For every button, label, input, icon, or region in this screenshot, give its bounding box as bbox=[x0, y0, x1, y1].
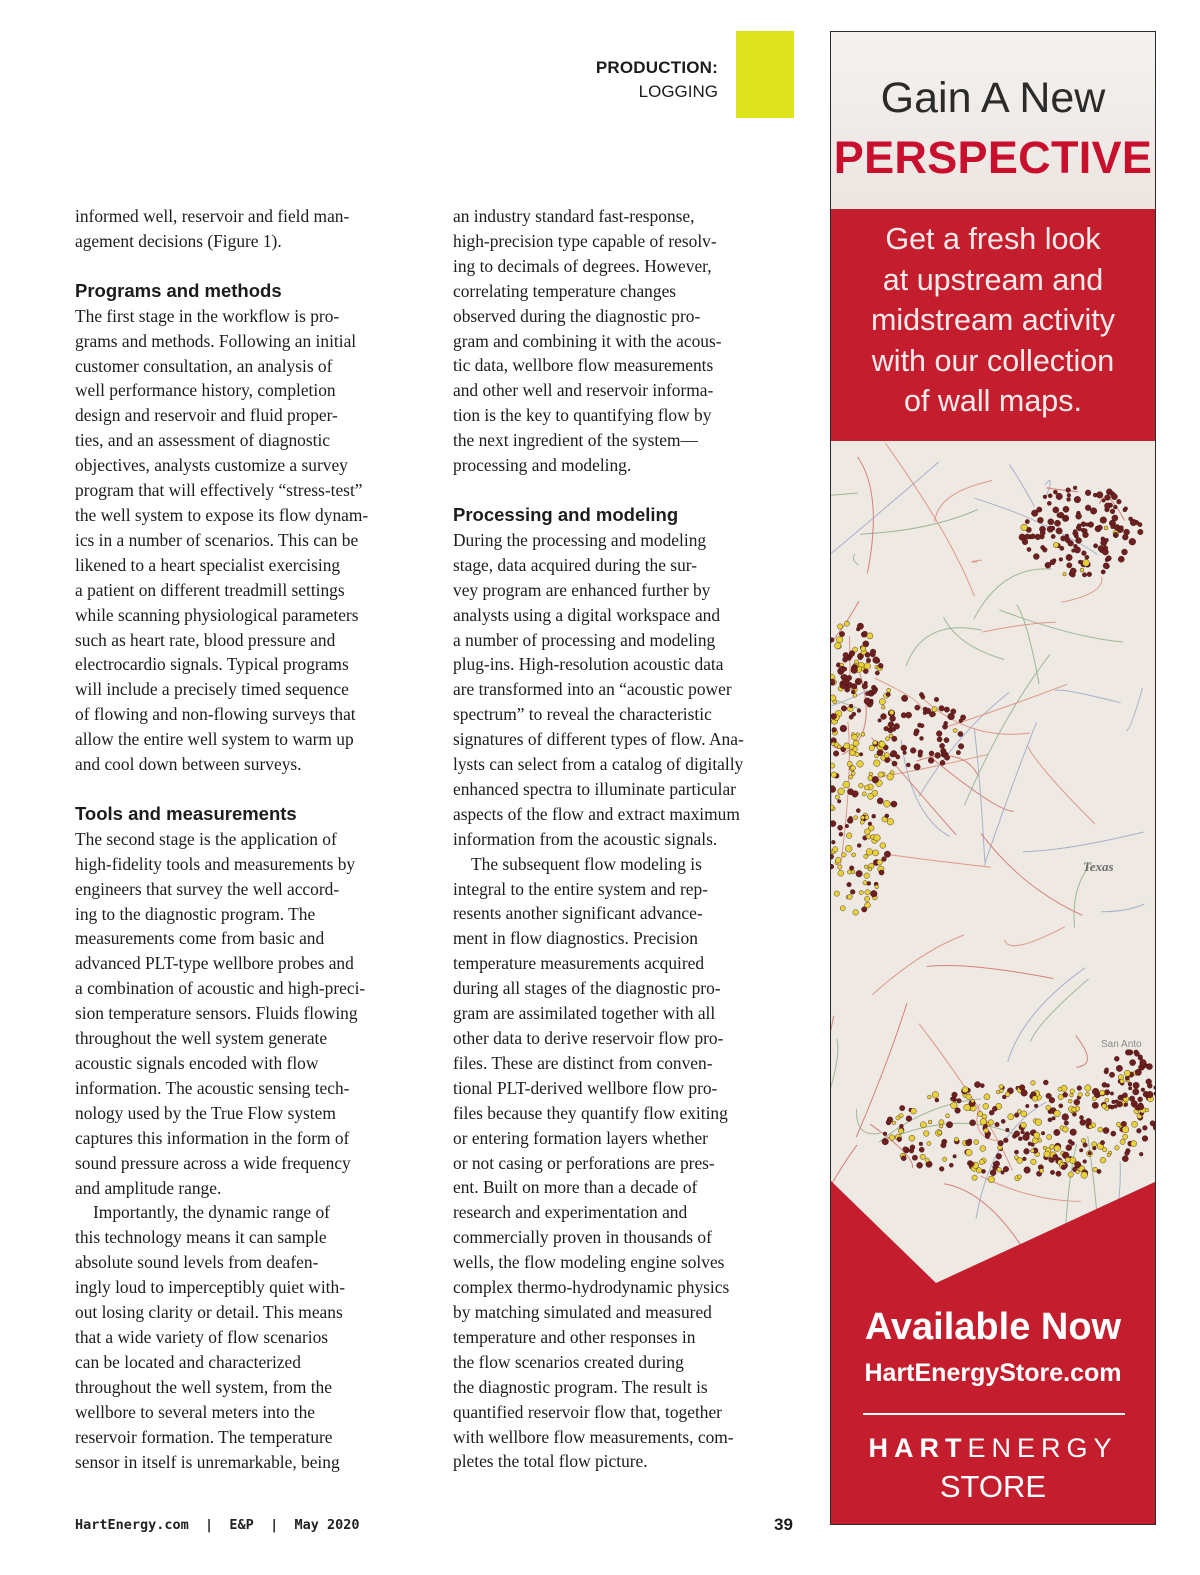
paragraph-line: tional PLT-derived wellbore flow pro- bbox=[453, 1077, 718, 1098]
paragraph-line: complex thermo-hydrodynamic physics bbox=[453, 1277, 730, 1298]
paragraph-line: design and reservoir and fluid proper- bbox=[75, 405, 338, 426]
paragraph-line: stage, data acquired during the sur- bbox=[453, 554, 697, 575]
ad-body-line: Get a fresh look bbox=[885, 222, 1101, 256]
paragraph-line: allow the entire well system to warm up bbox=[75, 729, 354, 750]
paragraph-line: tic data, wellbore flow measurements bbox=[453, 355, 714, 376]
paragraph-line: During the processing and modeling bbox=[453, 529, 707, 550]
ad-headline: Gain A New bbox=[880, 74, 1106, 122]
paragraph-line: captures this information in the form of bbox=[75, 1127, 350, 1148]
paragraph-line: resents another significant advance- bbox=[453, 903, 703, 924]
paragraph-line: Importantly, the dynamic range of bbox=[93, 1202, 330, 1223]
map-label-state: Texas bbox=[1083, 859, 1114, 874]
paragraph-line: this technology means it can sample bbox=[75, 1227, 327, 1248]
article-column-left bbox=[75, 204, 420, 1474]
paragraph-line: a patient on different treadmill settings bbox=[75, 579, 345, 600]
ad-divider bbox=[863, 1413, 1125, 1415]
paragraph-line: enhanced spectra to illuminate particular bbox=[453, 778, 736, 799]
paragraph-line: and cool down between surveys. bbox=[75, 754, 302, 775]
ad-body-line: with our collection bbox=[871, 343, 1115, 378]
paragraph-line: wellbore to several meters into the bbox=[75, 1401, 316, 1422]
paragraph-line: ment in flow diagnostics. Precision bbox=[453, 928, 698, 949]
paragraph-line: lysts can select from a catalog of digitally bbox=[453, 754, 744, 775]
paragraph-line: gram are assimilated together with all bbox=[453, 1003, 716, 1024]
paragraph-line: information from the acoustic signals. bbox=[453, 828, 718, 849]
paragraph-line: temperature and other responses in bbox=[453, 1326, 696, 1347]
paragraph-line: the well system to expose its flow dynam- bbox=[75, 504, 369, 525]
paragraph-line: with wellbore flow measurements, com- bbox=[453, 1426, 734, 1447]
paragraph-line: tion is the key to quantifying flow by bbox=[453, 405, 712, 426]
paragraph-line: measurements come from basic and bbox=[75, 928, 325, 949]
map-label-city: San Anto bbox=[1101, 1039, 1142, 1050]
paragraph-line: ingly loud to imperceptibly quiet with- bbox=[75, 1277, 345, 1298]
paragraph-line: files because they quantify flow exiting bbox=[453, 1102, 728, 1123]
paragraph-line: well performance history, completion bbox=[75, 380, 336, 401]
paragraph-line: other data to derive reservoir flow pro- bbox=[453, 1028, 724, 1048]
section-category: PRODUCTION: bbox=[595, 58, 718, 77]
paragraph-line: a combination of acoustic and high-preci- bbox=[75, 978, 366, 999]
paragraph-line: objectives, analysts customize a survey bbox=[75, 455, 348, 476]
paragraph-line: quantified reservoir flow that, together bbox=[453, 1401, 722, 1422]
paragraph-line: electrocardio signals. Typical programs bbox=[75, 654, 349, 675]
paragraph-line: high-fidelity tools and measurements by bbox=[75, 853, 356, 874]
paragraph-line: a number of processing and modeling bbox=[453, 629, 716, 650]
ad-brand-store: STORE bbox=[939, 1469, 1047, 1504]
paragraph-line: will include a precisely timed sequence bbox=[75, 679, 349, 700]
ad-body-line: at upstream and bbox=[882, 262, 1104, 297]
paragraph-line: of flowing and non-flowing surveys that bbox=[75, 704, 356, 725]
paragraph-line: analysts using a digital workspace and bbox=[453, 604, 721, 625]
paragraph-line: the next ingredient of the system— bbox=[453, 430, 698, 451]
paragraph-line: sion temperature sensors. Fluids flowing bbox=[75, 1003, 358, 1024]
paragraph-line: aspects of the flow and extract maximum bbox=[453, 803, 740, 824]
paragraph-line: ics in a number of scenarios. This can be bbox=[75, 529, 359, 550]
section-heading: Programs and methods bbox=[75, 279, 282, 301]
paragraph-line: advanced PLT-type wellbore probes and bbox=[75, 953, 354, 974]
paragraph-line: by matching simulated and measured bbox=[453, 1301, 712, 1322]
paragraph-line: or entering formation layers whether bbox=[453, 1127, 708, 1148]
paragraph-line: throughout the well system generate bbox=[75, 1028, 328, 1049]
paragraph-line: the flow scenarios created during bbox=[453, 1351, 684, 1372]
ad-body-line: midstream activity bbox=[870, 303, 1116, 337]
paragraph-line: signatures of different types of flow. Ana- bbox=[453, 729, 744, 750]
paragraph-line: an industry standard fast-response, bbox=[453, 206, 695, 226]
paragraph-line: or not casing or perforations are pres- bbox=[453, 1152, 715, 1173]
paragraph-line: vey program are enhanced further by bbox=[453, 579, 711, 600]
advertisement[interactable] bbox=[830, 31, 1156, 1525]
paragraph-line: ing to the diagnostic program. The bbox=[75, 903, 316, 924]
paragraph-line: while scanning physiological parameters bbox=[75, 604, 359, 625]
paragraph-line: informed well, reservoir and field man- bbox=[75, 206, 350, 226]
paragraph-line: gram and combining it with the acous- bbox=[453, 330, 722, 351]
paragraph-line: such as heart rate, blood pressure and bbox=[75, 629, 336, 650]
paragraph-line: processing and modeling. bbox=[453, 455, 632, 476]
paragraph-line: out losing clarity or detail. This means bbox=[75, 1302, 343, 1323]
paragraph-line: research and experimentation and bbox=[453, 1202, 688, 1223]
section-heading: Processing and modeling bbox=[453, 503, 679, 525]
paragraph-line: engineers that survey the well accord- bbox=[75, 878, 340, 899]
paragraph-line: spectrum” to reveal the characteristic bbox=[453, 704, 712, 725]
paragraph-line: plug-ins. High-resolution acoustic data bbox=[453, 654, 724, 675]
paragraph-line: sound pressure across a wide frequency bbox=[75, 1152, 351, 1173]
paragraph-line: wells, the flow modeling engine solves bbox=[453, 1252, 725, 1273]
paragraph-line: during all stages of the diagnostic pro- bbox=[453, 978, 721, 999]
ad-brand-logo bbox=[831, 1433, 1155, 1464]
paragraph-line: the diagnostic program. The result is bbox=[453, 1376, 708, 1397]
section-label bbox=[596, 56, 718, 104]
paragraph-line: The second stage is the application of bbox=[75, 828, 337, 849]
paragraph-line: files. These are distinct from conven- bbox=[453, 1052, 713, 1073]
paragraph-line: reservoir formation. The temperature bbox=[75, 1426, 333, 1447]
paragraph-line: integral to the entire system and rep- bbox=[453, 878, 708, 899]
paragraph-line: observed during the diagnostic pro- bbox=[453, 305, 701, 326]
paragraph-line: are transformed into an “acoustic power bbox=[453, 679, 732, 700]
paragraph-line: ent. Built on more than a decade of bbox=[453, 1177, 698, 1198]
paragraph-line: agement decisions (Figure 1). bbox=[75, 230, 282, 251]
page-number: 39 bbox=[774, 1515, 793, 1534]
paragraph-line: correlating temperature changes bbox=[453, 280, 677, 301]
paragraph-line: absolute sound levels from deafen- bbox=[75, 1252, 319, 1273]
paragraph-line: information. The acoustic sensing tech- bbox=[75, 1077, 350, 1098]
paragraph-line: pletes the total flow picture. bbox=[453, 1451, 648, 1472]
paragraph-line: grams and methods. Following an initial bbox=[75, 330, 357, 351]
section-color-tab bbox=[736, 31, 794, 118]
article-column-right bbox=[453, 204, 798, 1474]
section-subcategory: LOGGING bbox=[638, 82, 718, 101]
paragraph-line: and other well and reservoir informa- bbox=[453, 380, 714, 401]
ad-brand-light: ENERGY bbox=[967, 1433, 1118, 1463]
paragraph-line: throughout the well system, from the bbox=[75, 1376, 332, 1397]
paragraph-line: that a wide variety of flow scenarios bbox=[75, 1326, 329, 1347]
section-heading: Tools and measurements bbox=[75, 802, 297, 824]
paragraph-line: program that will effectively “stress-test” bbox=[75, 480, 363, 501]
paragraph-line: temperature measurements acquired bbox=[453, 953, 705, 974]
paragraph-line: acoustic signals encoded with flow bbox=[75, 1053, 319, 1073]
paragraph-line: nology used by the True Flow system bbox=[75, 1102, 336, 1123]
paragraph-line: ing to decimals of degrees. However, bbox=[453, 255, 712, 276]
paragraph-line: The first stage in the workflow is pro- bbox=[75, 305, 340, 326]
paragraph-line: sensor in itself is unremarkable, being bbox=[75, 1451, 340, 1472]
footer-credit: HartEnergy.com | E&P | May 2020 bbox=[75, 1517, 360, 1533]
paragraph-line: high-precision type capable of resolv- bbox=[453, 230, 717, 251]
paragraph-line: The subsequent flow modeling is bbox=[471, 853, 702, 874]
paragraph-line: can be located and characterized bbox=[75, 1351, 301, 1372]
ad-store-link[interactable]: HartEnergyStore.com bbox=[864, 1359, 1122, 1387]
ad-headline-emphasis: PERSPECTIVE bbox=[833, 132, 1153, 183]
paragraph-line: commercially proven in thousands of bbox=[453, 1227, 712, 1248]
paragraph-line: likened to a heart specialist exercising bbox=[75, 554, 341, 575]
ad-body-text bbox=[831, 219, 1155, 422]
paragraph-line: and amplitude range. bbox=[75, 1177, 222, 1198]
paragraph-line: customer consultation, an analysis of bbox=[75, 355, 333, 376]
ad-body-line: of wall maps. bbox=[904, 384, 1082, 418]
ad-cta-title: Available Now bbox=[864, 1306, 1122, 1348]
paragraph-line: ties, and an assessment of diagnostic bbox=[75, 430, 331, 451]
ad-brand-bold: HART bbox=[868, 1433, 968, 1463]
